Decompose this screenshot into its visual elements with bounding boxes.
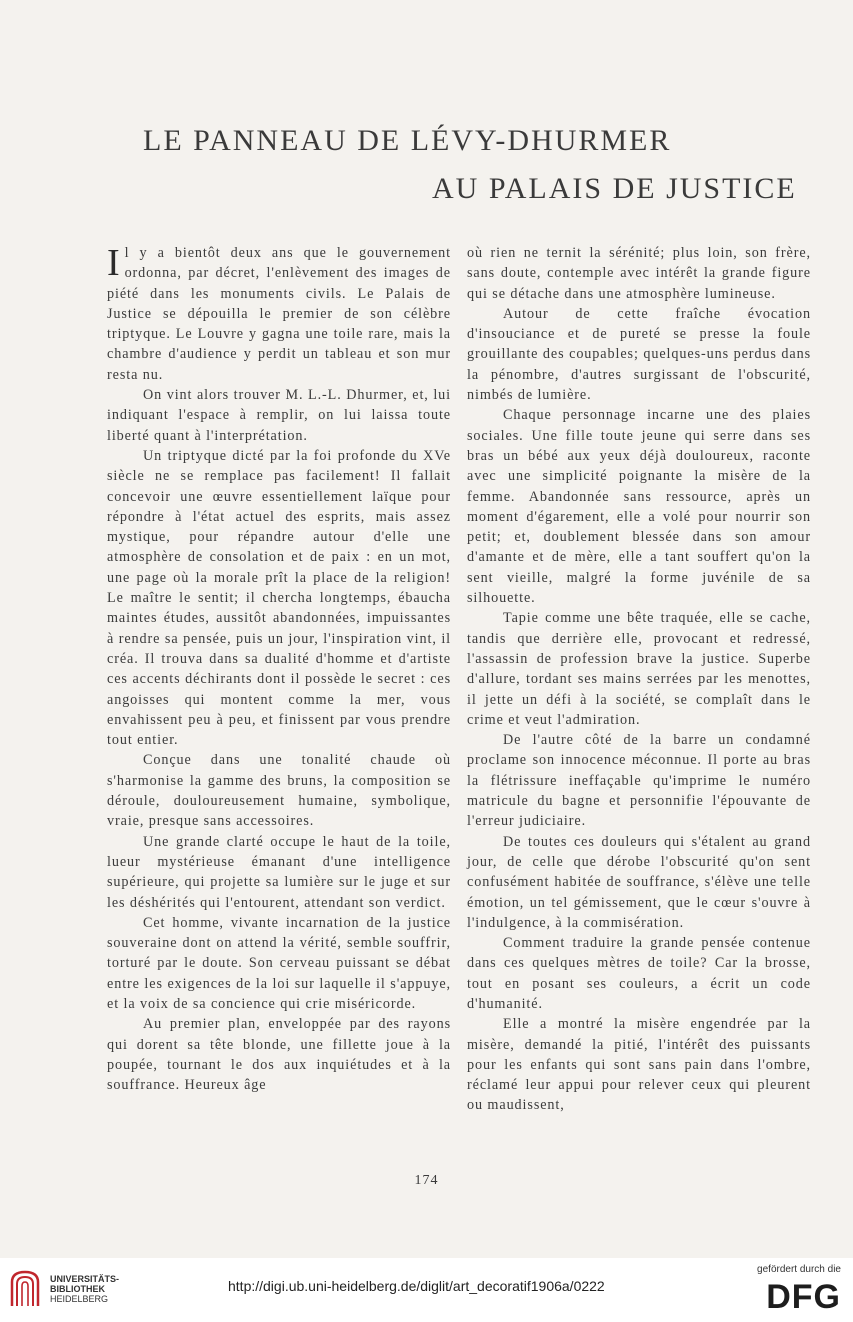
paragraph: Elle a montré la misère engendrée par la misère, demandé la pitié, l'intérêt des puissants pour les enfants qui sont sans pain dans l'ombre, réclamé leur appui pour relever ceux qui pleurent ou maudissent,: [467, 1016, 811, 1114]
paragraph: Conçue dans une tonalité chaude où s'harmonise la gamme des bruns, la composition se déroule, douloureusement humaine, symbolique, vraie, presque sans accessoires.: [107, 752, 451, 830]
paragraph: Une grande clarté occupe le haut de la toile, lueur mystérieuse émanant d'une intelligence supérieure, qui projette sa lumière sur le juge et sur les déshérités qui l'entourent, attendant son verdict.: [107, 833, 451, 911]
paragraph: Au premier plan, enveloppée par des rayons qui dorent sa tête blonde, une fillette joue à la poupée, tournant le dos aux inquiétudes et à la souffrance. Heureux âge: [107, 1016, 451, 1094]
right-column: [467, 243, 811, 1116]
paragraph: Cet homme, vivante incarnation de la justice souveraine dont on attend la vérité, semble souffrir, torturé par le doute. Son cerveau puissant se débat entre les exigences de la loi sur laquelle il s'appuye, et la voix de sa concience qui crie miséricorde.: [107, 914, 451, 1012]
paragraph: De toutes ces douleurs qui s'étalent au grand jour, de celle que dérobe l'obscurité qu'on sent confusément habitée de souffrance, s'élève une telle émotion, un tel gémissement, que le cœur s'ouvre à l'indulgence, à la commisération.: [467, 833, 811, 931]
title-line-2: AU PALAIS DE JUSTICE: [432, 172, 797, 205]
footer-bar: [0, 1258, 853, 1322]
library-name-line: BIBLIOTHEK: [50, 1284, 105, 1294]
paragraph: Un triptyque dicté par la foi profonde du XVe siècle ne se remplace pas facilement! Il fallait concevoir une œuvre essentiellement laïque pour répondre à l'état actuel des esprits, mais assez mystique, pour répandre autour d'elle une atmosphère de consolation et de paix : en un mot, une page où la morale prît la place de la religion! Le maître le sentit; il chercha longtemps, ébaucha maintes études, aussitôt abandonnées, impuissantes à rendre sa pensée, puis un jour, l'inspiration vint, il créa. Il trouva dans sa dualité d'homme et d'artiste ces accents déchirants dont il possède le secret : ces angoisses qui montent comme la mer, vous envahissent peu à peu, et finissent par vous prendre tout entier.: [107, 447, 451, 749]
paragraph: Chaque personnage incarne une des plaies sociales. Une fille toute jeune qui serre dans ses bras un bébé aux yeux déjà douloureux, raconte avec une simplicité poignante la misère de la femme. Abandonnée sans ressource, après un moment d'égarement, elle a volé pour nourrir son petit; et, doublement blessée dans son amour d'amante et de mère, elle a tant souffert qu'on la sent vieille, malgré la forme juvénile de sa silhouette.: [467, 407, 811, 607]
university-library-logo-icon: [8, 1268, 42, 1308]
page-number: 174: [414, 1173, 439, 1188]
paragraph: On vint alors trouver M. L.-L. Dhurmer, et, lui indiquant l'espace à remplir, on lui laissa toute liberté quant à l'interprétation.: [107, 387, 451, 444]
dfg-logo: DFG: [766, 1278, 841, 1316]
library-name-line: UNIVERSITÄTS-: [50, 1274, 120, 1284]
paragraph: Comment traduire la grande pensée contenue dans ces quelques mètres de toile? Car la brosse, tout en posant ses couleurs, a écrit un code d'humanité.: [467, 935, 811, 1012]
paragraph: où rien ne ternit la sérénité; plus loin, son frère, sans doute, contemple avec intérêt la grande figure qui se détache dans une atmosphère lumineuse.: [467, 245, 811, 302]
library-name-line: HEIDELBERG: [50, 1294, 109, 1304]
title-line-1: LE PANNEAU DE LÉVY-DHURMER: [143, 124, 672, 157]
library-name: [50, 1274, 119, 1304]
paragraph: De l'autre côté de la barre un condamné proclame son innocence méconnue. Il porte au bras la flétrissure ineffaçable qu'imprime le numéro matricule du bagne et personnifie l'épouvante de l'erreur judiciaire.: [467, 732, 811, 830]
paragraph: [107, 243, 451, 385]
source-url-link[interactable]: http://digi.ub.uni-heidelberg.de/diglit/art_decoratif1906a/0222: [228, 1278, 605, 1294]
drop-cap: I: [107, 242, 121, 284]
paragraph-text: l y a bientôt deux ans que le gouvernement ordonna, par décret, l'enlèvement des images de piété dans les monuments civils. Le Palais de Justice se dépouilla le premier de son célèbre triptyque. Le Louvre y gagna une toile rare, mais la chambre d'audience y perdit un tableau et son mur resta nu.: [107, 245, 451, 383]
paragraph: Autour de cette fraîche évocation d'insouciance et de pureté se presse la foule grouillante des coupables; quelques-uns perdus dans la pénombre, d'autres surgissant de l'obscurité, nimbés de lumière.: [467, 305, 811, 404]
funded-by-label: gefördert durch die: [757, 1264, 841, 1275]
paragraph: Tapie comme une bête traquée, elle se cache, tandis que derrière elle, provocant et redressé, l'assassin de profession brave la justice. Superbe d'allure, tordant ses mains serrées par les menottes, il jette un défi à la société, se complaît dans le crime et veut l'admiration.: [467, 610, 811, 728]
left-column: [107, 243, 451, 1095]
